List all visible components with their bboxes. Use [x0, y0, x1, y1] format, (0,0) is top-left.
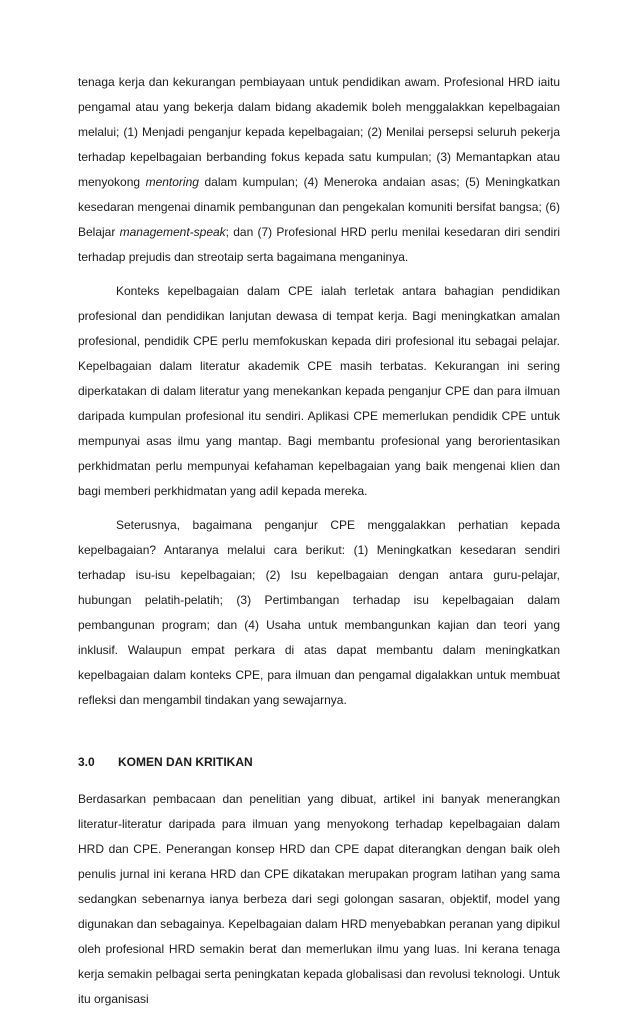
paragraph-hrd-professionals — [78, 70, 560, 270]
spacer — [78, 504, 560, 513]
italic-term-mentoring: mentoring — [145, 175, 199, 189]
spacer — [78, 713, 560, 750]
paragraph-cpe-organizers: Seterusnya, bagaimana penganjur CPE menggalakkan perhatian kepada kepelbagaian? Antaranya melalui cara berikut: (1) Meningkatkan kesedaran sendiri terhadap isu-isu kepelbagaian; (2) Isu kepelbagaian dengan antara guru-pelajar, hubungan pelatih-pelatih; (3) Pertimbangan terhadap isu kepelbagaian dalam pembangunan program; dan (4) Usaha untuk membangunkan kajian dan teori yang inklusif. Walaupun empat perkara di atas dapat membantu dalam meningkatkan kepelbagaian dalam konteks CPE, para ilmuan dan pengamal digalakkan untuk membuat refleksi dan mengambil tindakan yang sewajarnya. — [78, 518, 560, 707]
paragraph-text: dalam kumpulan; (4) Meneroka andaian asas; (5) Meningkatkan kesedaran mengenai dinamik pembangunan dan pengekalan komuniti bersifat bangsa; (6) Belajar — [78, 175, 560, 239]
italic-term-management-speak: management-speak — [119, 225, 226, 239]
paragraph-comments: Berdasarkan pembacaan dan penelitian yang dibuat, artikel ini banyak menerangkan literatur-literatur daripada para ilmuan yang menyokong terhadap kepelbagaian dalam HRD dan CPE. Penerangan konsep HRD dan CPE dapat diterangkan dengan baik oleh penulis jurnal ini kerana HRD dan CPE dikatakan merupakan program latihan yang sama sedangkan sebenarnya ianya berbeza dari segi golongan sasaran, objektif, model yang digunakan dan sebagainya. Kepelbagaian dalam HRD menyebabkan peranan yang dipikul oleh profesional HRD semakin berat dan memerlukan ilmu yang luas. Ini kerana tenaga kerja semakin pelbagai serta peningkatan kepada globalisasi dan revolusi teknologi. Untuk itu organisasi — [78, 792, 560, 1006]
paragraph-text: ; dan (7) Profesional HRD perlu menilai kesedaran diri sendiri terhadap prejudis dan streotaip serta bagaimana menganinya. — [78, 225, 561, 264]
section-number: 3.0 — [78, 755, 95, 769]
section-heading — [78, 750, 560, 775]
section-title: KOMEN DAN KRITIKAN — [118, 755, 253, 769]
paragraph-cpe-context: Konteks kepelbagaian dalam CPE ialah terletak antara bahagian pendidikan profesional dan pendidikan lanjutan dewasa di tempat kerja. Bagi meningkatkan amalan profesional, pendidik CPE perlu memfokuskan kepada diri profesional itu sebagai pelajar. Kepelbagaian dalam literatur akademik CPE masih terbatas. Kekurangan ini sering diperkatakan di dalam literatur yang menekankan kepada penganjur CPE dan para ilmuan daripada kumpulan profesional itu sendiri. Aplikasi CPE memerlukan pendidik CPE untuk mempunyai asas ilmu yang mantap. Bagi membantu profesional yang berorientasikan perkhidmatan perlu mempunyai kefahaman kepelbagaian yang baik mengenai klien dan bagi memberi perkhidmatan yang adil kepada mereka. — [78, 284, 560, 498]
spacer — [78, 775, 560, 787]
paragraph-text: tenaga kerja dan kekurangan pembiayaan untuk pendidikan awam. Profesional HRD iaitu pengamal atau yang bekerja dalam bidang akademik boleh menggalakkan kepelbagaian melalui; (1) Menjadi penganjur kepada kepelbagaian; (2) Menilai persepsi seluruh pekerja terhadap kepelbagaian berbanding fokus kepada satu kumpulan; (3) Memantapkan atau menyokong — [78, 75, 560, 189]
spacer — [78, 270, 560, 279]
